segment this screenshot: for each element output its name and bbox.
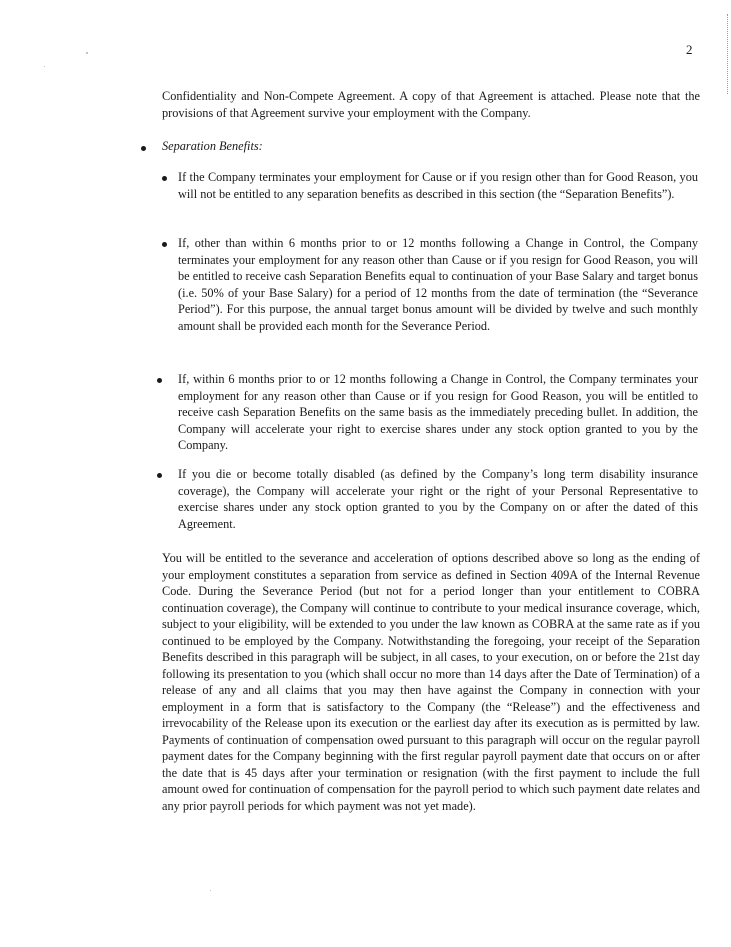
page-number: 2 [686, 42, 693, 57]
bullet-dot [162, 242, 167, 247]
closing-paragraph: You will be entitled to the severance and acceleration of options described above so long as the ending of your employment constitutes a separation from service as defined in Section 409A of the Internal Revenue Code. During the Severance Period (but not for a period longer than your entitlement to COBRA continuation coverage), the Company will continue to contribute to your medical insurance coverage, which, subject to your eligibility, will be extended to you under the law known as COBRA at the same rate as if you continued to be employed by the Company. Notwithstanding the foregoing, your receipt of the Separation Benefits described in this paragraph will be subject, in all cases, to your execution, on or before the 21st day following its presentation to you (which shall occur no more than 14 days after the Date of Termination) of a release of any and all claims that you may then have against the Company in connection with your employment in a form that is satisfactory to the Company (the “Release”) and the effectiveness and irrevocability of the Release upon its execution or the earliest day after its execution as is permitted by law. Payments of continuation of compensation owed pursuant to this paragraph will occur on the regular payroll payment dates for the Company beginning with the first regular payroll payment date that occurs on or after the date that is 45 days after your termination or resignation (with the first payment to include the full amount owed for continuation of compensation for the payroll period to which such payment date relates and any prior payroll periods for which payment was not yet made). [162, 551, 700, 813]
list-item: If, within 6 months prior to or 12 months following a Change in Control, the Company terminates your employment for any reason other than Cause or if you resign for Good Reason, you will be entitled to receive cash Separation Benefits on the same basis as the immediately preceding bullet. In addition, the Company will accelerate your right to exercise shares under any stock option granted to you by the Company. [178, 372, 698, 452]
continued-paragraph: Confidentiality and Non-Compete Agreement. A copy of that Agreement is attached. Please note that the provisions of that Agreement survive your employment with the Company. [162, 89, 700, 120]
list-item: If the Company terminates your employment for Cause or if you resign other than for Good Reason, you will not be entitled to any separation benefits as described in this section (the “Separation Benefits”). [178, 170, 698, 201]
list-item: If you die or become totally disabled (as defined by the Company’s long term disability insurance coverage), the Company will accelerate your right or the right of your Personal Representative to exercise shares under any stock option granted to you by the Company on or after the dated of this Agreement. [178, 467, 698, 531]
scan-speck [44, 66, 45, 67]
bullet-dot [141, 146, 146, 151]
bullet-dot [162, 176, 167, 181]
bullet-dot [157, 473, 162, 478]
scan-speck [86, 52, 88, 54]
list-item: If, other than within 6 months prior to or 12 months following a Change in Control, the Company terminates your employment for any reason other than Cause or if you resign for Good Reason, you will be entitled to receive cash Separation Benefits equal to continuation of your Base Salary and target bonus (i.e. 50% of your Base Salary) for a period of 12 months from the date of termination (the “Severance Period”). For this purpose, the annual target bonus amount will be divided by twelve and such monthly amount shall be provided each month for the Severance Period. [178, 236, 698, 333]
section-heading: Separation Benefits: [162, 139, 263, 153]
scan-edge-marks [727, 14, 729, 94]
bullet-dot [157, 378, 162, 383]
scan-speck [210, 890, 211, 891]
